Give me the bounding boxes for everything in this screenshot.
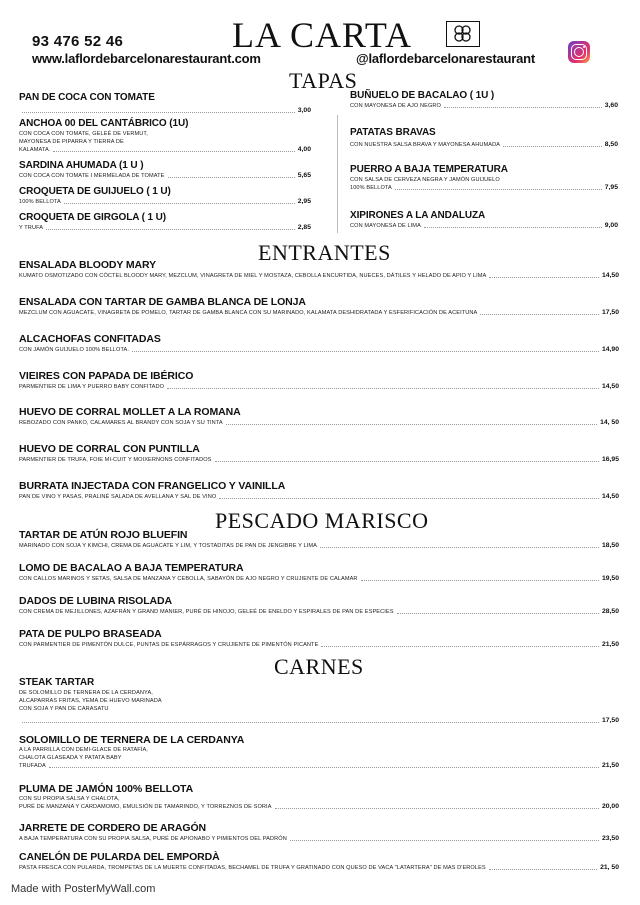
menu-item xyxy=(350,164,618,192)
column-divider xyxy=(337,115,338,233)
menu-item xyxy=(19,370,619,391)
item-price: 19,50 xyxy=(601,575,619,582)
item-price: 8,50 xyxy=(604,141,618,148)
item-price: 14,50 xyxy=(601,383,619,390)
instagram-icon[interactable] xyxy=(568,41,590,63)
item-description: 100% BELLOTA xyxy=(350,185,392,191)
item-description: PARMENTIER DE LIMA Y PUERRO BABY CONFITADO xyxy=(19,384,165,390)
item-price: 4,00 xyxy=(297,146,311,153)
item-price: 20,00 xyxy=(601,803,619,810)
menu-item xyxy=(19,562,619,583)
item-price: 3,00 xyxy=(297,107,311,114)
item-price: 23,50 xyxy=(601,835,619,842)
item-name: ALCACHOFAS CONFITADAS xyxy=(19,333,161,345)
item-name: CROQUETA DE GUIJUELO ( 1 U) xyxy=(19,186,171,197)
menu-item xyxy=(19,406,619,427)
item-description: KUMATO OSMOTIZADO CON CÓCTEL BLOODY MARY, MEZCLUM, VINAGRETA DE MIEL Y MOSTAZA, CEBOLLA ENCURTIDA, NUECES, DÁTILES Y HELADO DE APIO Y LIMA xyxy=(19,273,487,279)
item-description: CON CREMA DE MEJILLONES, AZAFRÁN Y GRAND MANIER, PURÉ DE HINOJO, GELEÉ DE ENELDO Y ESPIRALES DE PAN DE ESPECIES xyxy=(19,609,394,615)
item-price: 7,95 xyxy=(604,184,618,191)
item-name: STEAK TARTAR xyxy=(19,677,95,688)
item-price: 14,50 xyxy=(601,493,619,500)
item-description: PAN DE VINO Y PASAS, PRALINÉ SALADA DE AVELLANA Y SAL DE VINO xyxy=(19,494,217,500)
item-description: MAYONESA DE PIPARRA Y TIERRA DE xyxy=(19,139,124,145)
menu-item xyxy=(19,333,619,354)
item-price: 18,50 xyxy=(601,542,619,549)
menu-item xyxy=(350,127,618,149)
item-description: PASTA FRESCA CON PULARDA, TROMPETAS DE LA MUERTE CONFITADAS, BECHAMEL DE TRUFA Y GRATINADO CON QUESO DE VACA "LATARTERA" DE MAS D'EROLES xyxy=(19,865,486,871)
item-description: CON PARMENTIER DE PIMENTÓN DULCE, PUNTAS DE ESPÁRRAGOS Y CRUJIENTE DE PIMENTÓN PICANTE xyxy=(19,642,319,648)
section-title-carnes: CARNES xyxy=(274,654,364,679)
item-price: 5,65 xyxy=(297,172,311,179)
item-description: CON SU PROPIA SALSA Y CHALOTA, xyxy=(19,796,120,802)
item-name: XIPIRONES A LA ANDALUZA xyxy=(350,210,486,221)
menu-item xyxy=(19,160,311,180)
item-description: CON CALLOS MARINOS Y SETAS, SALSA DE MANZANA Y CEBOLLA, SABAYÓN DE AJO NEGRO Y CRUJIENTE DE CALAMAR xyxy=(19,576,358,582)
footer-credit[interactable]: Made with PosterMyWall.com xyxy=(11,883,156,895)
item-description: MARINADO CON SOJA Y KIMCHI, CREMA DE AGUACATE Y LIM, Y TOSTADITAS DE PAN DE JENGIBRE Y LIMA xyxy=(19,543,317,549)
menu-item xyxy=(19,851,619,872)
item-name: SARDINA AHUMADA (1 U ) xyxy=(19,160,144,171)
item-price: 21, 50 xyxy=(600,864,619,871)
menu-item xyxy=(19,822,619,843)
menu-item xyxy=(19,296,619,317)
item-name: CROQUETA DE GIRGOLA ( 1 U) xyxy=(19,212,167,223)
item-name: HUEVO DE CORRAL CON PUNTILLA xyxy=(19,443,200,455)
item-price: 2,95 xyxy=(297,198,311,205)
item-description: PARMENTIER DE TRUFA, FOIE MI-CUIT Y MOIXERNONS CONFITADOS xyxy=(19,457,212,463)
item-description: A LA PARRILLA CON DEMI-GLACE DE RATAFÍA, xyxy=(19,747,148,753)
menu-item xyxy=(19,734,619,770)
item-name: SOLOMILLO DE TERNERA DE LA CERDANYA xyxy=(19,734,245,746)
item-description: MEZCLUM CON AGUACATE, VINAGRETA DE POMELO, TARTAR DE GAMBA BLANCA CON SU MARINADO, KALAMATA DESHIDRATADA Y ESFERIFICACIÓN DE ACEITUNA xyxy=(19,310,478,316)
item-description: TRUFADA xyxy=(19,763,46,769)
menu-item xyxy=(19,186,311,206)
item-description: ALCAPARRAS FRITAS, YEMA DE HUEVO MARINADA xyxy=(19,698,162,704)
item-description: CON JAMÓN GUIJUELO 100% BELLOTA. xyxy=(19,347,130,353)
item-name: DADOS DE LUBINA RISOLADA xyxy=(19,595,172,607)
menu-item xyxy=(350,90,618,110)
item-name: PUERRO A BAJA TEMPERATURA xyxy=(350,164,508,175)
item-price: 2,85 xyxy=(297,224,311,231)
section-title-pescado: PESCADO MARISCO xyxy=(215,508,429,533)
item-description: CON COCA CON TOMATE, GELEÉ DE VERMUT, xyxy=(19,131,148,137)
menu-item xyxy=(19,212,311,232)
item-price: 17,50 xyxy=(601,309,619,316)
item-price: 16,95 xyxy=(601,456,619,463)
item-name: BUÑUELO DE BACALAO ( 1U ) xyxy=(350,90,495,101)
item-description: Y TRUFA xyxy=(19,225,44,231)
item-name: JARRETE DE CORDERO DE ARAGÓN xyxy=(19,822,206,834)
item-price: 21,50 xyxy=(601,641,619,648)
item-name: ENSALADA BLOODY MARY xyxy=(19,259,157,271)
item-description: CON COCA CON TOMATE I MERMELADA DE TOMATE xyxy=(19,173,165,179)
item-description: 100% BELLOTA xyxy=(19,199,61,205)
item-name: PATATAS BRAVAS xyxy=(350,127,436,138)
phone-number: 93 476 52 46 xyxy=(32,33,124,50)
item-price: 14, 50 xyxy=(600,419,619,426)
item-name: LOMO DE BACALAO A BAJA TEMPERATURA xyxy=(19,562,244,574)
knot-logo-icon xyxy=(446,21,480,47)
item-price: 9,00 xyxy=(604,222,618,229)
item-price: 17,50 xyxy=(601,717,619,724)
item-price: 28,50 xyxy=(601,608,619,615)
item-description: KALAMATA. xyxy=(19,147,51,153)
menu-item xyxy=(19,783,619,811)
item-name: ENSALADA CON TARTAR DE GAMBA BLANCA DE LONJA xyxy=(19,296,306,308)
menu-item xyxy=(19,529,619,550)
instagram-handle[interactable]: @laflordebarcelonarestaurant xyxy=(356,51,536,66)
website-link[interactable]: www.laflordebarcelonarestaurant.com xyxy=(32,51,261,66)
item-name: PATA DE PULPO BRASEADA xyxy=(19,628,162,640)
menu-item xyxy=(19,480,619,501)
item-description: CON NUESTRA SALSA BRAVA Y MAYONESA AHUMADA xyxy=(350,142,501,148)
item-name: BURRATA INJECTADA CON FRANGELICO Y VAINILLA xyxy=(19,480,286,492)
item-description: REBOZADO CON PANKO, CALAMARES AL BRANDY CON SOJA Y SU TINTA xyxy=(19,420,223,426)
menu-item xyxy=(19,677,619,725)
menu-item xyxy=(19,628,619,649)
menu-item xyxy=(19,443,619,464)
item-price: 3,60 xyxy=(604,102,618,109)
menu-item xyxy=(19,595,619,616)
page-title: LA CARTA xyxy=(232,15,412,55)
item-price: 21,50 xyxy=(601,762,619,769)
item-description: DE SOLOMILLO DE TERNERA DE LA CERDANYA, xyxy=(19,690,153,696)
item-name: ANCHOA 00 DEL CANTÁBRICO (1U) xyxy=(19,118,189,129)
item-description: PURÉ DE MANZANA Y CARDAMOMO, EMULSIÓN DE TAMARINDO, Y TORREZNOS DE SORIA xyxy=(19,804,272,810)
item-price: 14,50 xyxy=(601,272,619,279)
item-description: A BAJA TEMPERATURA CON SU PROPIA SALSA, PURÉ DE APIONABO Y PIMIENTOS DEL PADRÓN xyxy=(19,836,287,842)
section-title-entrantes: ENTRANTES xyxy=(258,240,391,265)
item-name: TARTAR DE ATÚN ROJO BLUEFIN xyxy=(19,529,188,541)
menu-item xyxy=(19,118,311,154)
item-description: CON SOJA Y PAN DE CARASATU xyxy=(19,706,109,712)
item-description: CON MAYONESA DE AJO NEGRO xyxy=(350,103,441,109)
item-price: 14,90 xyxy=(601,346,619,353)
item-name: CANELÓN DE PULARDA DEL EMPORDÀ xyxy=(19,851,220,863)
section-title-tapas: TAPAS xyxy=(289,68,358,93)
item-name: VIEIRES CON PAPADA DE IBÉRICO xyxy=(19,370,194,382)
menu-item xyxy=(19,92,311,115)
item-name: PAN DE COCA CON TOMATE xyxy=(19,92,155,103)
menu-item xyxy=(350,210,618,230)
item-description: CON SALSA DE CERVEZA NEGRA Y JAMÓN GUIJUELO xyxy=(350,177,500,183)
menu-item xyxy=(19,259,619,280)
item-description: CHALOTA GLASEADA Y PATATA BABY xyxy=(19,755,122,761)
item-name: PLUMA DE JAMÓN 100% BELLOTA xyxy=(19,783,194,795)
item-name: HUEVO DE CORRAL MOLLET A LA ROMANA xyxy=(19,406,241,418)
item-description: CON MAYONESA DE LIMA xyxy=(350,223,421,229)
